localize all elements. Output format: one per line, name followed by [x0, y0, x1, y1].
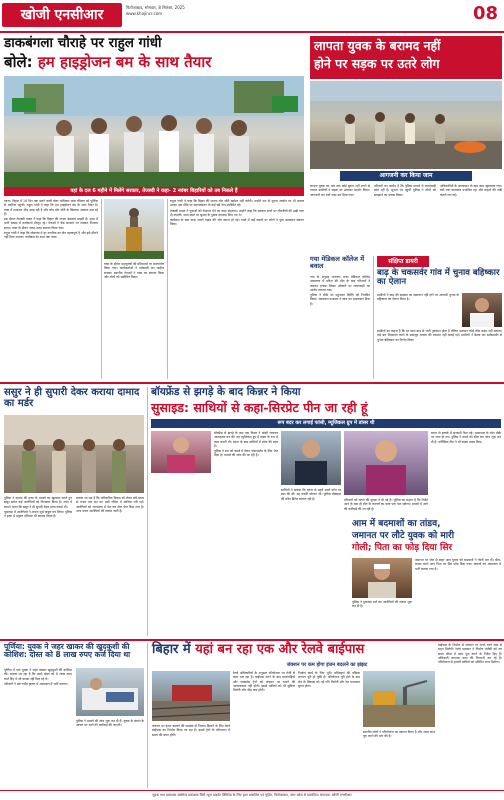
- col-divider: [147, 387, 148, 636]
- story8-body-col2: पुलिस ने मामले की जांच शुरू कर दी है। युवक के बयान के आधार पर आगे की कार्रवाई की जाएगी।: [76, 719, 144, 728]
- story6-photo-left: [151, 431, 211, 473]
- story3-body: गया के अनुग्रह नारायण मगध मेडिकल कॉलेज अस्पताल में मरीज की मौत के बाद परिजनों ने जमकर हंगामा किया। डॉक्टरों पर लापरवाही का आरोप लगाया गया। पुलिस ने मौके पर पहुंचकर स्थिति को नियंत्रित किया। अस्पताल प्रशासन ने जांच का आश्वासन दिया है।: [310, 275, 370, 306]
- portrait-illustration: [462, 293, 502, 327]
- footer-imprint: मुद्रक तथा प्रकाशक स्वामित्व प्रकाशक सिटी न्यूज़ प्राइवेट लिमिटेड के लिए द्वारा प्रकाशित एवं मुद्रित, फिरोजाबाद, उत्तर प्रदेश से प्रकाशित। संपादक: खोजी एनसीआर: [152, 793, 352, 797]
- story9-body-col4: स्थानीय लोगों ने परियोजना का स्वागत किया है और जल्द काम पूरा करने की मांग की है।: [363, 730, 435, 739]
- story1-headline-red: हम हाइड्रोजन बम के साथ तैयार: [37, 53, 212, 71]
- hospital-illustration: [76, 668, 144, 716]
- story9-photo-left: [152, 671, 230, 721]
- story6-headline-line1: बॉयफ्रेंड से झगड़े के बाद किन्नर ने किया: [151, 386, 301, 398]
- story4-body-top: ग्रामीणों ने बाढ़ की समस्या का समाधान नहीं होने पर आगामी चुनाव के बहिष्कार का ऐलान किया है।: [377, 293, 459, 302]
- story9-headline-prefix: बिहार में: [152, 642, 196, 657]
- story1-headline-prefix: बोले:: [4, 53, 38, 71]
- story9-photo-right: [363, 671, 435, 727]
- col-divider: [101, 199, 102, 379]
- story1-photo: [4, 76, 304, 187]
- story9-body-col5: बाईपास के निर्माण से जंक्शन पर लगने वाले जाम से राहत मिलेगी। रेलवे प्रशासन ने निर्माण एजेंसी को तय समय सीमा में काम पूरा करने के निर्देश दिए हैं। अधिकारी लगातार काम की निगरानी कर रहे हैं। परियोजना से हजारों यात्रियों को प्रतिदिन लाभ मिलेगा।: [438, 643, 502, 788]
- story6-body-col2: साथियों ने बताया कि घटना से पहले उसने फोन पर बात की थी। वह काफी परेशान थी। पुलिस मोबाइल की कॉल डिटेल खंगाल रही है।: [281, 488, 341, 501]
- story5-photo: [4, 415, 144, 493]
- masthead: [0, 0, 504, 32]
- story4-body: ग्रामीणों का कहना है कि हर साल बाढ़ से भारी नुकसान होता है लेकिन प्रशासन कोई ठोस कदम नहीं उठाता। कई बार शिकायत करने के बावजूद तटबंध की मरम्मत नहीं कराई गई। ग्रामीणों ने बैठक कर सर्वसम्मति से चुनाव बहिष्कार का निर्णय लिया।: [377, 329, 502, 342]
- story7-photo: [352, 558, 412, 598]
- footer-rule: [0, 790, 504, 791]
- page-number: 08: [472, 3, 498, 24]
- story9-body-col2: रेलवे अधिकारियों के अनुसार परियोजना पर तेजी से काम चल रहा है। बाईपास बनने के बाद मालगाड़ियों और एक्सप्रेस ट्रेनों को जंक्शन पर रुकने की आवश्यकता नहीं होगी। इससे यात्रियों को भी सुविधा मिलेगी और भीड़ कम होगी।: [233, 671, 295, 693]
- section-rule: [0, 639, 504, 641]
- story5-body-col2: बताया जा रहा है कि पारिवारिक विवाद को लेकर लंबे समय से तनाव चल रहा था। इसी रंजिश में साजिश रची गई। आरोपियों को न्यायालय में पेश कर जेल भेज दिया गया है। अन्य फरार आरोपियों की तलाश जारी है।: [76, 496, 144, 513]
- story6-body-col4: घटना से इलाके में सनसनी फैल गई। आसपास के लोग मौके पर जमा हो गए। पुलिस ने कमरे को सील कर जांच शुरू कर दी है। फॉरेंसिक टीम ने भी साक्ष्य एकत्र किए।: [431, 431, 501, 444]
- story4-headline: बाढ़ के चकसर्वर गांव में चुनाव बहिष्कार का ऐलान: [377, 268, 500, 288]
- story7-body-col1: जमानत पर जेल से बाहर आए युवक को बदमाशों ने गोली मार दी। बीच-बचाव करने आए पिता का सिर फोड़ दिया गया। घायलों को अस्पताल में भर्ती कराया गया है।: [415, 558, 501, 571]
- police-lineup-illustration: [4, 415, 144, 493]
- story9-caption: जंक्शन पर कम होगा इंजन बदलने का झंझट: [286, 662, 368, 668]
- story2-headline-line2: होने पर सड़क पर उतरे लोग: [314, 56, 440, 71]
- statue-illustration: [104, 199, 164, 259]
- story7-body-col2: पुलिस ने मुकदमा दर्ज कर आरोपियों की तलाश शुरू कर दी है।: [352, 600, 412, 609]
- story1-body-col1: पटना। बिहार में 16 दिन तक चलने वाली वोटर अधिकार यात्रा रविवार को पूर्णिया से अररिया पहुंची। राहुल गांधी ने कहा कि हम हाइड्रोजन बम के साथ तैयार हैं। यात्रा में लगातार भीड़ उमड़ रही है और लोग वोट चोरी के खिलाफ आवाज उठा रहे हैं। इस दौरान तेजस्वी यादव ने कहा कि बिहार की जनता बदलाव चाहती है। सभा में भारी संख्या में कार्यकर्ता मौजूद रहे। नेताओं ने केंद्र सरकार पर जमकर निशाना साधा। यात्रा के दौरान जगह-जगह स्वागत किया गया। राहुल गांधी ने कहा कि लोकतंत्र में हर नागरिक का वोट महत्वपूर्ण है और इसे छीनने नहीं दिया जाएगा। कार्यक्रम देर शाम तक चला।: [4, 199, 98, 240]
- rally-crowd-illustration: [4, 76, 304, 187]
- story9-body-col3: निर्माण कार्य के लिए भूमि अधिग्रहण की प्रक्रिया लगभग पूरी हो चुकी है। परियोजना पूरी होने के बाद क्षेत्र के विकास को नई गति मिलेगी और रेल यातायात सुगम होगा।: [298, 671, 360, 688]
- story6-caption: रूप बदर कर लगाई फांसी, म्यूजिकल ग्रुप में डांसर थी: [151, 419, 501, 428]
- story2-body-col2: परिजनों का आरोप है कि पुलिस मामले में लापरवाही बरत रही है। सूचना पर पहुंची पुलिस ने लोगों को समझाने का प्रयास किया।: [374, 184, 436, 197]
- story6-headline-line2: सुसाइड: साथियों से कहा-सिरप्रेट पीन जा रही हूं: [151, 400, 368, 415]
- newspaper-logo: खोजी एनसीआर: [2, 3, 122, 27]
- masthead-rule: [0, 31, 504, 33]
- story2-headline-box: [310, 36, 502, 79]
- story8-body-col1: पूर्णिया में एक युवक ने जहर खाकर खुदकुशी की कोशिश की। बताया जा रहा है कि उसने दोस्त को 8 लाख रुपए कर्ज दिए थे जो वापस नहीं मिल रहे थे। परिजनों ने उसे गंभीर हालत में अस्पताल में भर्ती कराया।: [4, 668, 72, 686]
- story2-photo: [310, 81, 502, 169]
- story1-headline-line2: [4, 54, 304, 71]
- story4-portrait: [462, 293, 502, 327]
- portrait-illustration: [151, 431, 211, 473]
- date-line: फिरोजाबाद, सोमवार, 8 सितंबर, 2025: [126, 5, 185, 10]
- story7-headline-line2: जमानत पर लौटे युवक को मारी: [352, 531, 455, 541]
- story2-caption: आगजनी कर किया जाम: [340, 171, 472, 181]
- story4-label: संक्षिप्त डायरी: [377, 256, 429, 267]
- story8-headline: पूर्णिया: युवक ने जहर खाकर की खुदकुशी की कोशिश: दोस्त को 8 लाख रुपए कर्ज दिया था: [4, 642, 131, 660]
- story6-photo-mid: [281, 431, 341, 485]
- story3-headline: गया मेडिकल कॉलेज में बवाल: [310, 255, 365, 271]
- col-divider: [373, 256, 374, 379]
- col-divider: [167, 199, 168, 379]
- story2-body-col1: लापता युवक का अब तक कोई सुराग नहीं लगने से नाराज ग्रामीणों ने सड़क पर उतरकर प्रदर्शन किया। आगजनी कर मार्ग जाम कर दिया गया।: [310, 184, 370, 197]
- statue-photo: [104, 199, 164, 259]
- story8-photo: [76, 668, 144, 716]
- story1-body-col3: राहुल गांधी ने कहा कि बिहार की जनता वोट चोरी बर्दाश्त नहीं करेगी। उन्होंने मंच से चुनाव आयोग पर भी सवाल उठाए। इस मौके पर महागठबंधन के कई बड़े नेता उपस्थित रहे। तेजस्वी यादव ने युवाओं को रोजगार देने का वादा दोहराया। उन्होंने कहा कि सरकार बनने पर नौकरियों की झड़ी लगा दी जाएगी। सभा स्थल पर सुरक्षा के पुख्ता इंतजाम किए गए थे। कार्यक्रम के बाद यात्रा अगले पड़ाव की ओर रवाना हो गई। रास्ते में कई स्थानों पर लोगों ने फूल बरसाकर स्वागत किया।: [170, 199, 304, 227]
- story1-headline-line1: डाकबंगला चौराहे पर राहुल गांधी: [4, 35, 162, 51]
- road-protest-illustration: [310, 81, 502, 169]
- portrait-illustration: [344, 431, 428, 495]
- portrait-illustration: [281, 431, 341, 485]
- story6-body-col1: बॉयफ्रेंड से झगड़े के बाद एक किन्नर ने फांसी लगाकर आत्महत्या कर ली। वह म्यूजिकल ग्रुप में डांसर के रूप में काम करती थी। घटना के बाद साथियों में शोक की लहर है। पुलिस ने शव को कब्जे में लेकर पोस्टमार्टम के लिए भेज दिया है। मामले की जांच की जा रही है।: [214, 431, 278, 458]
- story6-body-col3: परिजनों को घटना की सूचना दे दी गई है। पुलिस का कहना है कि रिपोर्ट आने के बाद ही मौत के कारणों का स्पष्ट पता चल सकेगा। मामले में आगे की कार्रवाई की जा रही है।: [344, 498, 428, 511]
- story6-photo-right: [344, 431, 428, 495]
- story5-body-col1: पुलिस ने दामाद की हत्या के मामले का खुलासा करते हुए ससुर समेत कई आरोपियों को गिरफ्तार किया है। जांच में सामने आया कि ससुर ने ही सुपारी देकर हत्या कराई थी। पूछताछ में आरोपियों ने अपना जुर्म कबूल कर लिया। पुलिस ने हत्या में प्रयुक्त हथियार भी बरामद किया है।: [4, 496, 72, 519]
- col-divider: [147, 643, 148, 788]
- story9-body-col1: जंक्शन पर इंजन बदलने की समस्या से निजात दिलाने के लिए रेलवे बाईपास का निर्माण किया जा रहा है। इससे ट्रेनों के परिचालन में समय की बचत होगी।: [152, 724, 230, 737]
- railway-track-illustration: [152, 671, 230, 721]
- story2-headline-line1: लापता युवक के बरामद नहीं: [314, 38, 441, 53]
- story1-caption: वहां के दल 6 महीने में मिलेंगे सरकार, तेजस्वी ने कहा- 2 नवंबर बिहारियों को तब निकले हैं: [4, 187, 304, 196]
- story9-headline-red: यहां बन रहा एक और रेलवे बाईपास: [195, 642, 365, 657]
- story1-body-col2: यात्रा के दौरान महापुरुषों की प्रतिमाओं पर माल्यार्पण किया गया। कार्यकर्ताओं ने नारेबाजी कर माहौल बनाया। स्थानीय नेताओं ने यात्रा का स्वागत किया और लोगों को संबोधित किया।: [104, 262, 164, 279]
- masthead-info: [126, 5, 306, 17]
- story2-body-col3: अधिकारियों के आश्वासन के बाद जाम खुलवाया गया। घंटों तक यातायात प्रभावित रहा और वाहनों की लंबी कतारें लग गईं।: [440, 184, 502, 197]
- story5-headline: ससुर ने ही सुपारी देकर कराया दामाद का मर्डर: [4, 387, 140, 409]
- story7-headline-line3: गोली; पिता का फोड़ दिया सिर: [352, 543, 453, 553]
- injured-person-illustration: [352, 558, 412, 598]
- web-line: www.khojincr.com: [126, 11, 163, 16]
- section-rule: [0, 382, 504, 384]
- construction-site-illustration: [363, 671, 435, 727]
- story7-headline-line1: आम में बदमाशों का तांडव,: [352, 519, 441, 529]
